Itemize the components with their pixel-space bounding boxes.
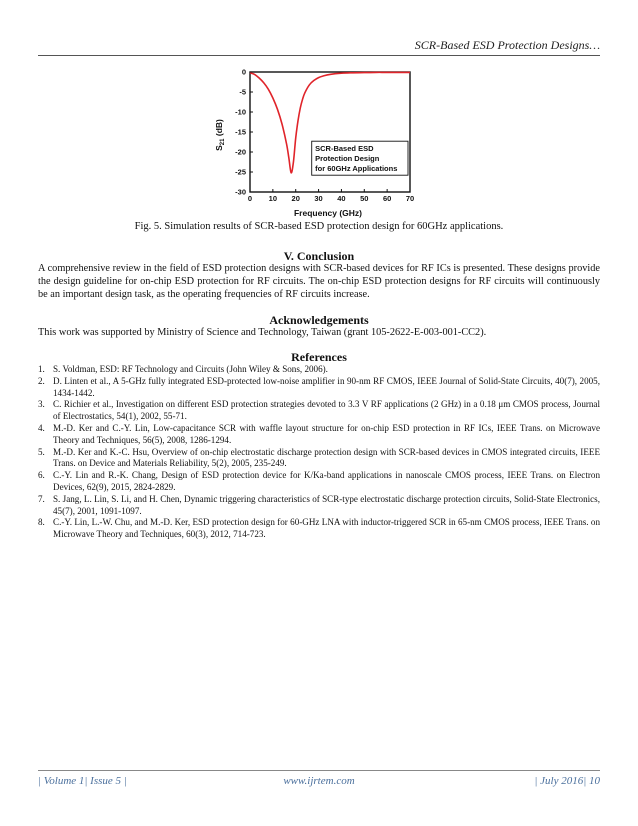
x-tick-label: 20 [291,194,300,203]
x-tick-label: 60 [382,194,392,203]
references-heading: References [291,350,347,364]
reference-item: 8. C.-Y. Lin, L.-W. Chu, and M.-D. Ker, ESD protection design for 60-GHz LNA with inductor-triggered SCR in 65-nm CMOS process, IEEE Trans. on Microwave Theory and Techniques, 60(3), 2012, 714-723. [38,517,600,540]
footer-date-page: | July 2016| 10 [534,775,600,787]
conclusion-heading: V. Conclusion [283,249,355,263]
references-list [38,364,600,541]
x-tick-label: 10 [268,194,278,203]
acknowledgements-heading: Acknowledgements [269,313,369,327]
y-tick-label: -5 [239,87,246,97]
y-tick-label: -20 [235,147,246,157]
reference-item: 5. M.-D. Ker and K.-C. Hsu, Overview of on-chip electrostatic discharge protection design with SCR-based devices in CMOS integrated circuits, IEEE Trans. on Device and Materials Reliability, 5(2), 2005, 235-249. [38,446,600,469]
y-tick-label: 0 [241,67,246,77]
annotation-line: Protection Design [315,154,380,164]
y-tick-label: -25 [235,167,246,177]
reference-item: 2. D. Linten et al., A 5-GHz fully integrated ESD-protected low-noise amplifier in 90-nm RF CMOS, IEEE Journal of Solid-State Circuits, 40(7), 2005, 1434-1442. [38,375,600,398]
figure-s21-plot [200,60,440,220]
reference-item: 1. S. Voldman, ESD: RF Technology and Circuits (John Wiley & Sons, 2006). [38,364,328,374]
s21-chart [200,60,440,220]
acknowledgements-paragraph: This work was supported by Ministry of Science and Technology, Taiwan (grant 105-2622-E-003-001-CC2). [38,327,487,338]
reference-item: 7. S. Jang, L. Lin, S. Li, and H. Chen, Dynamic triggering characteristics of SCR-type electrostatic discharge protection circuits, Solid-State Electronics, 45(7), 2001, 1091-1097. [38,493,600,516]
footer-volume-issue: | Volume 1| Issue 5 | [38,775,127,787]
conclusion-paragraph: A comprehensive review in the field of ESD protection designs with SCR-based devices for RF ICs is presented. These designs provide the design guideline for on-chip ESD protection for RF circuits. The on-chip ESD protection designs for RF circuits will continuously be an important design task, as the operating frequencies of RF circuits increase. [38,263,600,301]
footer-website-link[interactable]: www.ijrtem.com [283,775,355,787]
x-tick-label: 50 [360,194,369,203]
running-title: SCR-Based ESD Protection Designs… [414,38,600,52]
reference-item: 3. C. Richier et al., Investigation on different ESD protection strategies devoted to 3.3 V RF applications (2 GHz) in a 0.18 μm CMOS process, Journal of Electrostatics, 54(1), 2002, 55-71. [38,399,600,422]
y-tick-label: -15 [235,127,246,137]
x-tick-label: 30 [314,194,323,203]
annotation-line: SCR-Based ESD [315,144,374,154]
y-tick-label: -30 [235,187,246,197]
y-axis-label: $S_{21}$ (dB) [214,119,226,151]
x-axis-label: Frequency (GHz) [293,208,363,218]
reference-item: 4. M.-D. Ker and C.-Y. Lin, Low-capacitance SCR with waffle layout structure for on-chip ESD protection in RF ICs, IEEE Trans. on Microwave Theory and Techniques, 56(5), 2008, 1286-1294. [38,422,600,445]
x-tick-label: 70 [405,194,415,203]
x-tick-label: 40 [337,194,346,203]
header-rule [38,55,600,56]
footer-rule [38,770,600,771]
annotation-line: for 60GHz Applications [315,164,398,174]
reference-item: 6. C.-Y. Lin and R.-K. Chang, Design of ESD protection device for K/Ka-band applications in nanoscale CMOS process, IEEE Trans. on Electron Devices, 62(9), 2015, 2824-2829. [38,470,600,492]
y-tick-label: -10 [235,107,246,117]
figure-caption: Fig. 5. Simulation results of SCR-based ESD protection design for 60GHz applications. [134,221,504,232]
x-tick-label: 0 [247,194,253,203]
